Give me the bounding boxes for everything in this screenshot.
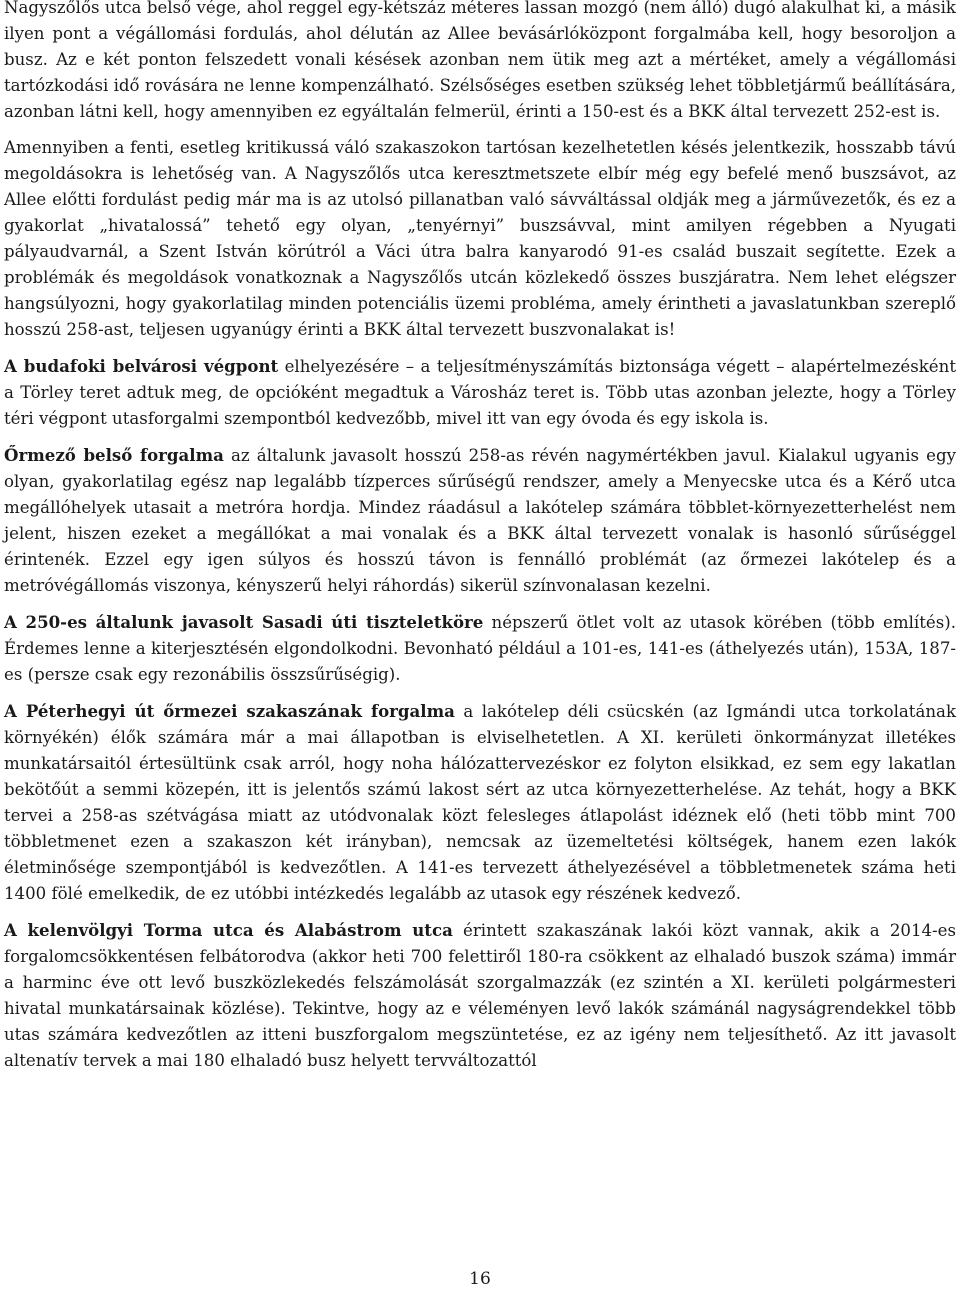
paragraph-7-lead: A kelenvölgyi Torma utca és Alabástrom utca [4, 920, 453, 940]
paragraph-4-text: az általunk javasolt hosszú 258-as révén nagymértékben javul. Kialakul ugyanis egy olyan, gyakorlatilag egész nap legalább tízperces sűrűségű rendszer, amely a Menyecske utca és a Kérő utca megállóhelyek utasait a metróra hordja. Mindez ráadásul a lakótelep számára többlet-környezetterhelést nem jelent, hiszen ezeket a megállókat a mai vonalak és a BKK által tervezett vonalak is hasonló sűrűséggel érintenék. Ezzel egy igen súlyos és hosszú távon is fennálló problémát (az őrmezei lakótelep és a metróvégállomás viszonya, kényszerű helyi ráhordás) sikerül színvonalasan kezelni. [4, 446, 956, 595]
paragraph-3-lead: A budafoki belvárosi végpont [4, 356, 279, 376]
body-text [4, 0, 956, 1074]
paragraph-250-tiszteletkor [4, 609, 956, 688]
paragraph-peterhegyi-ut [4, 698, 956, 907]
page-number: 16 [469, 1269, 491, 1289]
paragraph-budafoki-vegpont [4, 353, 956, 432]
paragraph-1-text: Nagyszőlős utca belső vége, ahol reggel egy-kétszáz méteres lassan mozgó (nem álló) dugó alakulhat ki, a másik ilyen pont a végállomási fordulás, ahol délután az Allee bevásárlóközpont forgalmába kell, hogy besoroljon a busz. Az e két ponton felszedett vonali késések azonban nem ütik meg azt a mértéket, amely a végállomási tartózkodási idő rovására ne lenne kompenzálható. Szélsőséges esetben szükség lehet többletjármű beállítására, azonban látni kell, hogy amennyiben ez egyáltalán felmerül, érinti a 150-est és a BKK által tervezett 252-est is. [4, 0, 956, 121]
paragraph-2 [4, 135, 956, 343]
paragraph-3-text: elhelyezésére – a teljesítményszámítás biztonsága végett – alapértelmezésként a Törley teret adtuk meg, de opcióként megadtuk a Városház teret is. Több utas azonban jelezte, hogy a Törley téri végpont utasforgalmi szempontból kedvezőbb, mivel itt van egy óvoda és egy iskola is. [4, 357, 956, 428]
paragraph-6-text: a lakótelep déli csücskén (az Igmándi utca torkolatának környékén) élők számára már a mai állapotban is elviselhetetlen. A XI. kerületi önkormányzat illetékes munkatársaitól értesültünk csak arról, hogy noha hálózattervezéskor ez folyton elsikkad, ez sem egy lakatlan bekötőút a semmi közepén, itt is jelentős számú lakost sért az utca környezetterhelése. Az tehát, hogy a BKK tervei a 258-as szétvágása miatt az utódvonalak közt felesleges átlapolást idéznek elő (heti több mint 700 többletmenet ezen a szakaszon két irányban), nemcsak az üzemeltetési költségek, hanem ezen lakók életminősége szempontjából is kedvezőtlen. A 141-es tervezett áthelyezésével a többletmenetek száma heti 1400 fölé emelkedik, de ez utóbbi intézkedés legalább az utasok egy részének kedvező. [4, 702, 956, 903]
paragraph-ormezo-forgalma [4, 442, 956, 599]
paragraph-6-lead: A Péterhegyi út őrmezei szakaszának forgalma [4, 701, 455, 721]
paragraph-7-text: érintett szakaszának lakói közt vannak, akik a 2014-es forgalomcsökkentésen felbátorodva (akkor heti 700 felettiről 180-ra csökkent az elhaladó buszok száma) immár a harminc éve ott levő buszközlekedés felszámolását szorgalmazzák (ez szintén a XI. kerületi polgármesteri hivatal munkatársainak közlése). Tekintve, hogy az e véleményen levő lakók számánál nagyságrendekkel több utas számára kedvezőtlen az itteni buszforgalom megszüntetése, ez az igény nem teljesíthető. Az itt javasolt altenatív tervek a mai 180 elhaladó busz helyett tervváltozattól [4, 921, 956, 1070]
paragraph-4-lead: Őrmező belső forgalma [4, 445, 224, 465]
paragraph-2-text: Amennyiben a fenti, esetleg kritikussá váló szakaszokon tartósan kezelhetetlen késés jelentkezik, hosszabb távú megoldásokra is lehetőség van. A Nagyszőlős utca keresztmetszete elbír még egy befelé menő buszsávot, az Allee előtti fordulást pedig már ma is az utolsó pillanatban való sávváltással oldják meg a járművezetők, és ez a gyakorlat „hivatalossá” tehető egy olyan, „tenyérnyi” buszsávval, mint amilyen régebben a Nyugati pályaudvarnál, a Szent István körútról a Váci útra balra kanyarodó 91-es család buszait segítette. Ezek a problémák és megoldások vonatkoznak a Nagyszőlős utcán közlekedő összes buszjáratra. Nem lehet elégszer hangsúlyozni, hogy gyakorlatilag minden potenciális üzemi probléma, amely érintheti a javaslatunkban szereplő hosszú 258-ast, teljesen ugyanúgy érinti a BKK által tervezett buszvonalakat is! [4, 138, 956, 339]
paragraph-1 [4, 0, 956, 125]
paragraph-5-lead: A 250-es általunk javasolt Sasadi úti tiszteletköre [4, 612, 484, 632]
paragraph-5-text: népszerű ötlet volt az utasok körében (több említés). Érdemes lenne a kiterjesztésén elgondolkodni. Bevonható például a 101-es, 141-es (áthelyezés után), 153A, 187-es (persze csak egy rezonábilis összsűrűségig). [4, 613, 956, 684]
paragraph-torma-alabastrom [4, 917, 956, 1074]
